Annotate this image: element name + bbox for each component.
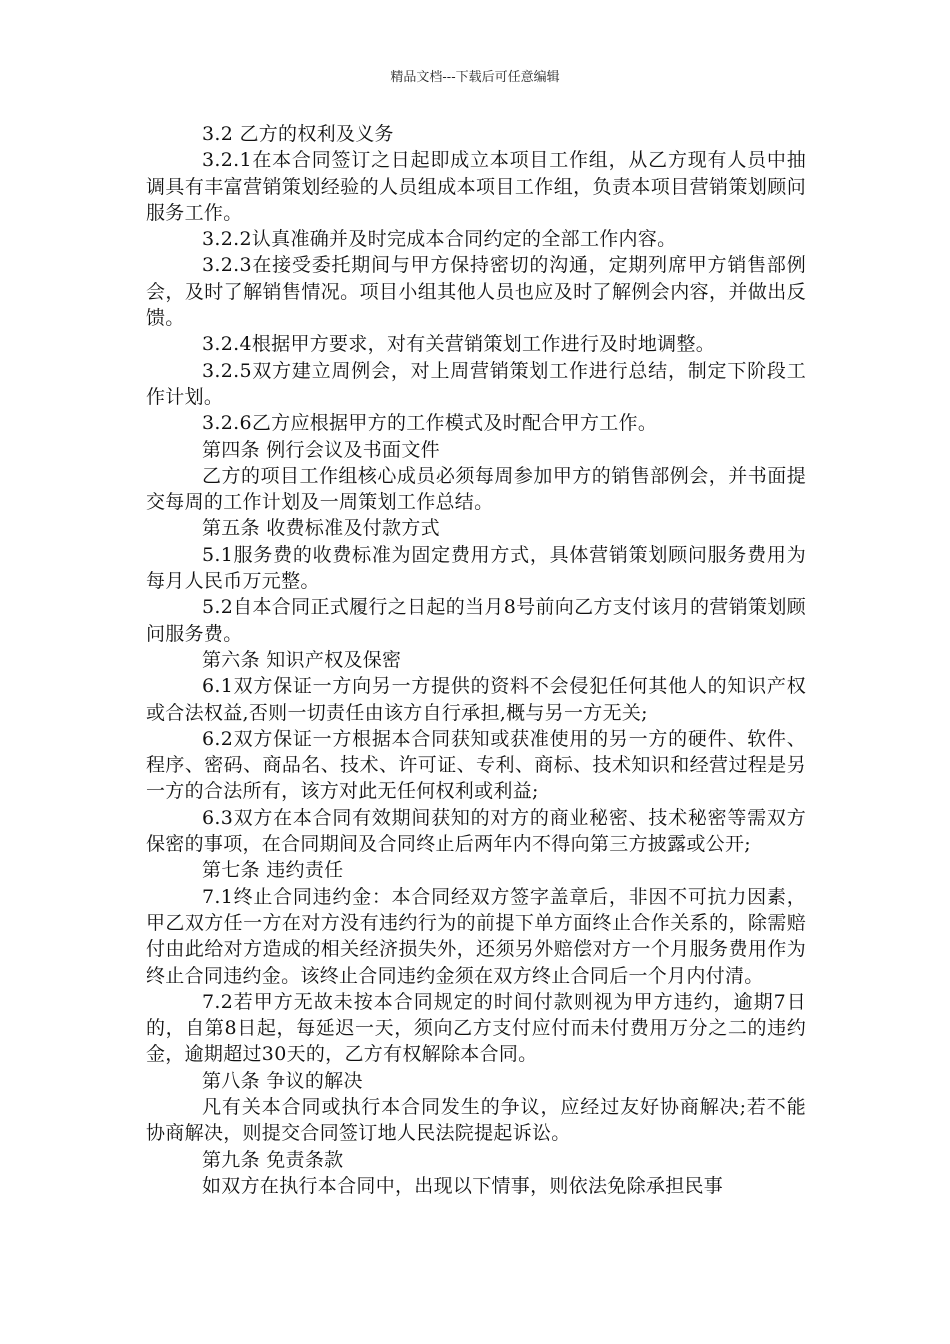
- article-heading: 第七条 违约责任: [202, 859, 344, 882]
- paragraph: 3.2.3在接受委托期间与甲方保持密切的沟通，定期列席甲方销售部例会，及时了解销售情况。项目小组其他人员也应及时了解例会内容，并做出反馈。: [146, 254, 806, 330]
- paragraph: 3.2.4根据甲方要求，对有关营销策划工作进行及时地调整。: [202, 333, 716, 356]
- paragraph: 3.2.5双方建立周例会，对上周营销策划工作进行总结，制定下阶段工作计划。: [146, 359, 806, 408]
- document-body: [146, 121, 806, 1199]
- article-heading: 第五条 收费标准及付款方式: [202, 517, 440, 540]
- article-heading: 第四条 例行会议及书面文件: [202, 438, 440, 461]
- paragraph: 6.2双方保证一方根据本合同获知或获准使用的另一方的硬件、软件、程序、密码、商品名、技术、许可证、专利、商标、技术知识和经营过程是另一方的合法所有，该方对此无任何权利或利益;: [146, 727, 806, 803]
- article-heading: 第八条 争议的解决: [202, 1069, 363, 1092]
- article-heading: 第六条 知识产权及保密: [202, 648, 402, 671]
- paragraph: 凡有关本合同或执行本合同发生的争议，应经过友好协商解决;若不能协商解决，则提交合同签订地人民法院提起诉讼。: [146, 1095, 806, 1145]
- paragraph: 3.2.6乙方应根据甲方的工作模式及时配合甲方工作。: [202, 412, 658, 435]
- paragraph: 如双方在执行本合同中，出现以下情事，则依法免除承担民事: [202, 1174, 724, 1197]
- article-heading: 第九条 免责条款: [202, 1148, 344, 1171]
- paragraph: 3.2.2认真准确并及时完成本合同约定的全部工作内容。: [202, 228, 677, 251]
- page-header: 精品文档---下载后可任意编辑: [390, 70, 560, 85]
- paragraph: 6.3双方在本合同有效期间获知的对方的商业秘密、技术秘密等需双方保密的事项，在合同期间及合同终止后两年内不得向第三方披露或公开;: [146, 806, 806, 856]
- paragraph: 5.1服务费的收费标准为固定费用方式，具体营销策划顾问服务费用为每月人民币万元整。: [146, 543, 806, 593]
- paragraph: 5.2自本合同正式履行之日起的当月8号前向乙方支付该月的营销策划顾问服务费。: [146, 596, 806, 645]
- paragraph: 乙方的项目工作组核心成员必须每周参加甲方的销售部例会，并书面提交每周的工作计划及一周策划工作总结。: [146, 464, 806, 514]
- paragraph: 7.1终止合同违约金：本合同经双方签字盖章后，非因不可抗力因素，甲乙双方任一方在对方没有违约行为的前提下单方面终止合作关系的，除需赔付由此给对方造成的相关经济损失外，还须另外赔偿对方一个月服务费用作为终止合同违约金。该终止合同违约金须在双方终止合同后一个月内付清。: [146, 885, 806, 987]
- paragraph: 6.1双方保证一方向另一方提供的资料不会侵犯任何其他人的知识产权或合法权益,否则一切责任由该方自行承担,概与另一方无关;: [146, 675, 806, 724]
- paragraph: 3.2.1在本合同签订之日起即成立本项目工作组，从乙方现有人员中抽调具有丰富营销策划经验的人员组成本项目工作组，负责本项目营销策划顾问服务工作。: [146, 149, 806, 224]
- paragraph: 7.2若甲方无故未按本合同规定的时间付款则视为甲方违约，逾期7日的，自第8日起，每延迟一天，须向乙方支付应付而未付费用万分之二的违约金，逾期超过30天的，乙方有权解除本合同。: [146, 990, 806, 1066]
- section-heading: 3.2 乙方的权利及义务: [202, 123, 394, 145]
